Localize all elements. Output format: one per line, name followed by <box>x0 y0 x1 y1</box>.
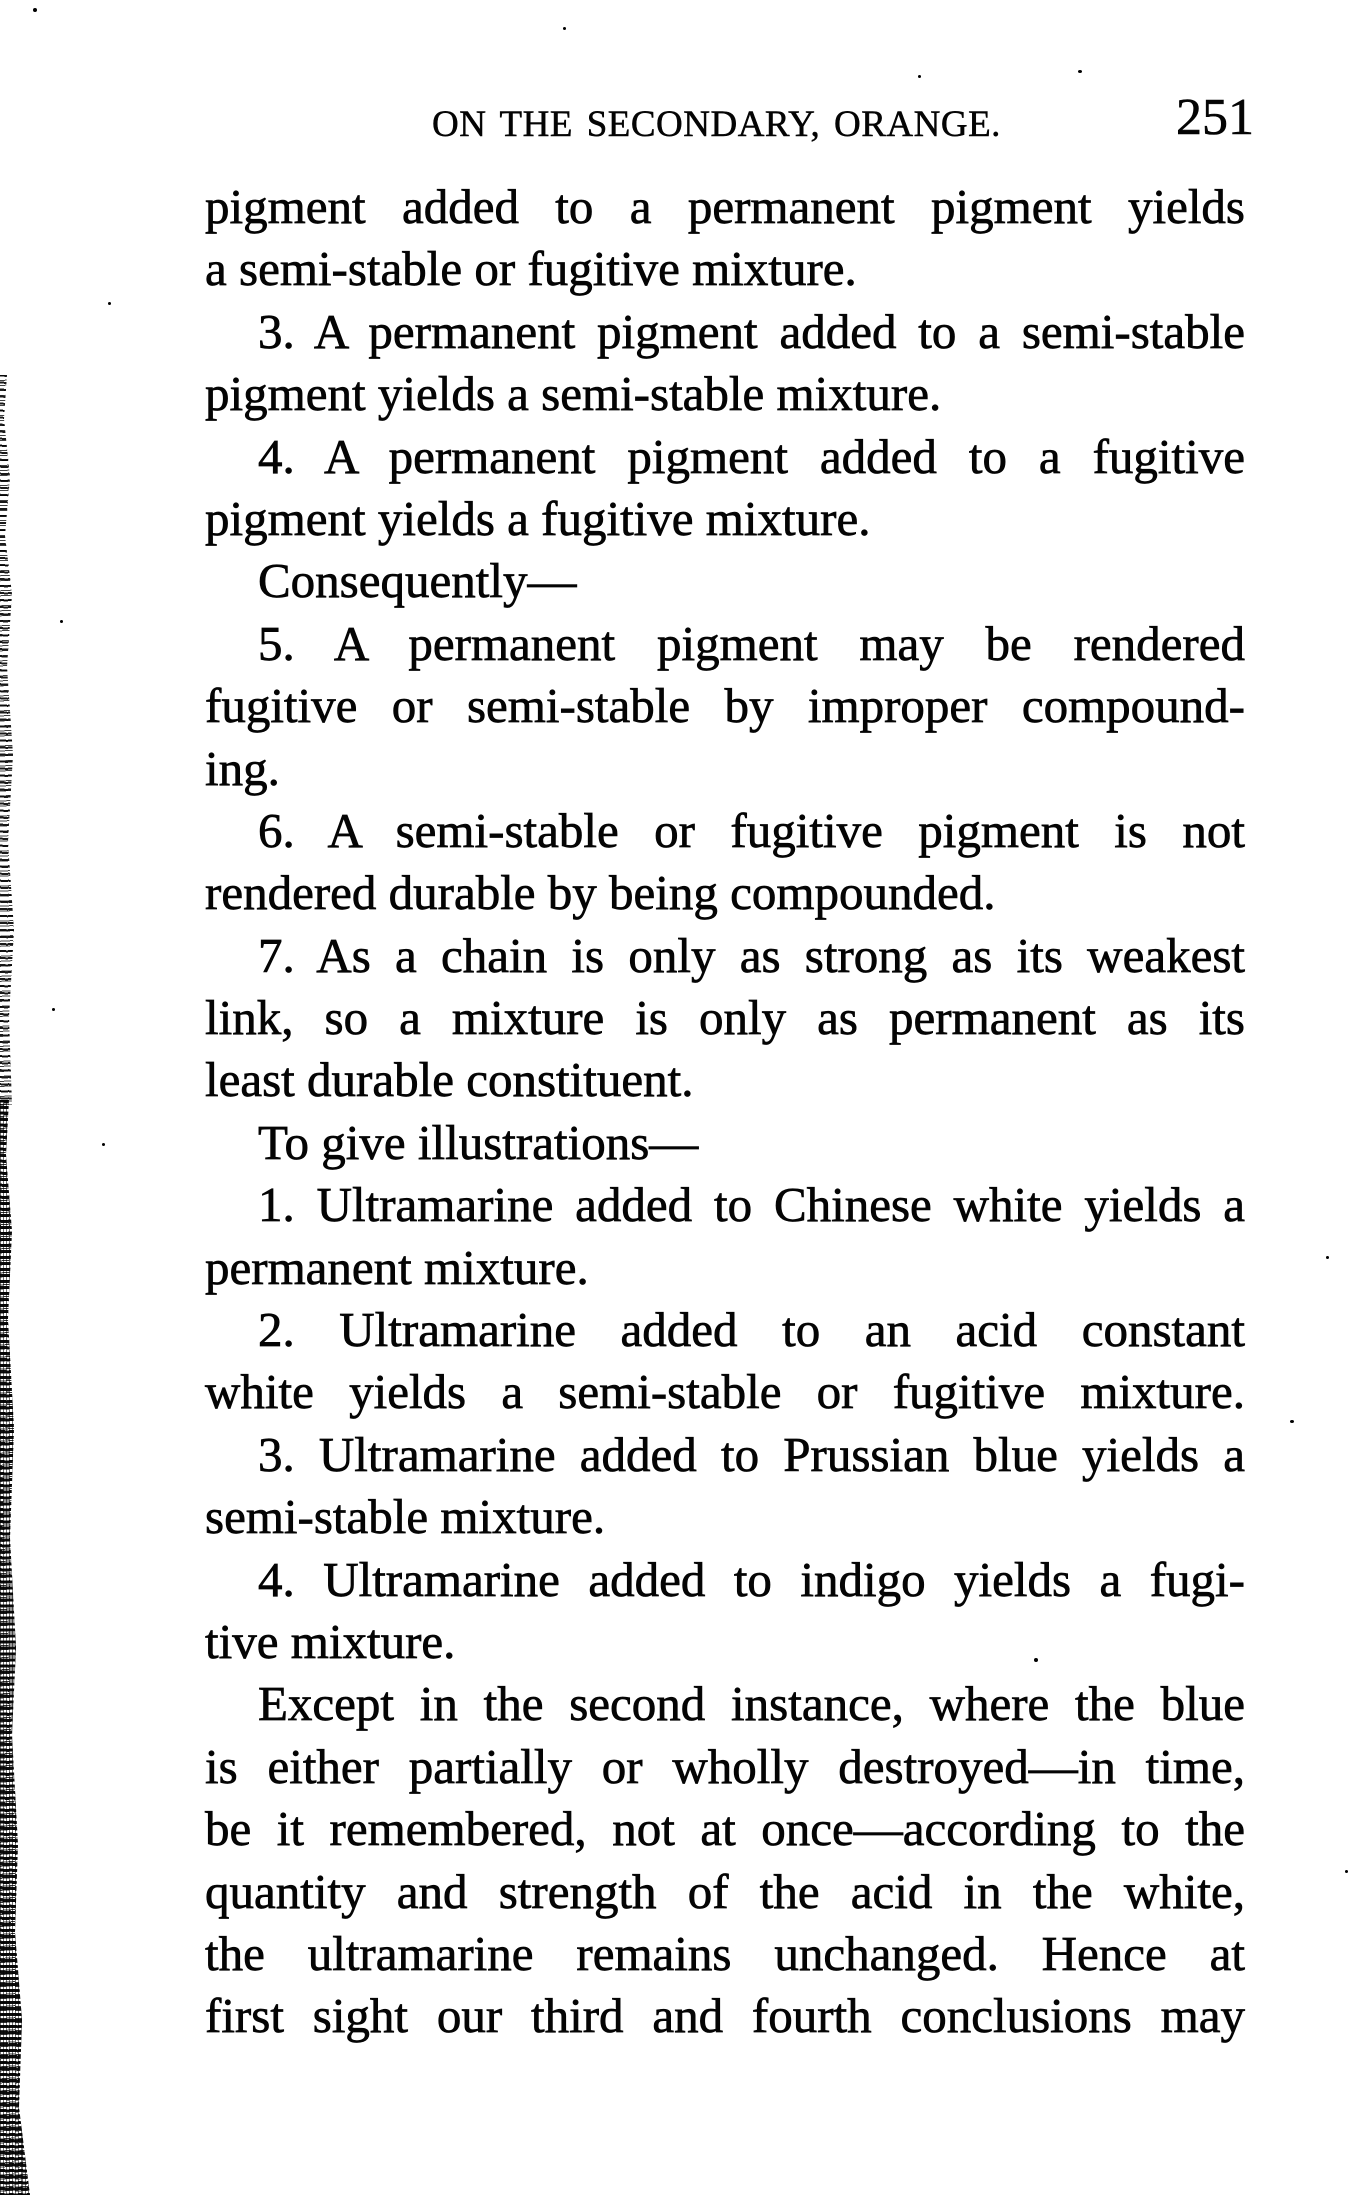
body-text <box>205 176 1245 2048</box>
text-line: fugitive or semi-stable by improper compound- <box>205 678 1245 734</box>
scan-speckle <box>1034 1658 1038 1662</box>
scan-speckle <box>108 302 111 305</box>
text-line: tive mixture. <box>205 1613 456 1669</box>
text-line: link, so a mixture is only as permanent as its <box>205 990 1245 1046</box>
running-title: ON THE SECONDARY, ORANGE. <box>432 104 1001 145</box>
text-line: is either partially or wholly destroyed—in time, <box>205 1738 1245 1794</box>
scan-speckle <box>33 8 37 12</box>
scan-speckle <box>60 620 63 623</box>
text-line: 4. Ultramarine added to indigo yields a fugi- <box>258 1551 1245 1607</box>
scan-speckle <box>1290 1420 1294 1423</box>
scan-speckle <box>563 27 566 30</box>
scan-speckle <box>102 1143 105 1146</box>
text-line: Except in the second instance, where the blue <box>258 1676 1245 1732</box>
text-line: rendered durable by being compounded. <box>205 865 996 921</box>
text-line: 6. A semi-stable or fugitive pigment is not <box>258 802 1245 858</box>
text-line: 7. As a chain is only as strong as its weakest <box>258 927 1245 983</box>
text-line: 3. A permanent pigment added to a semi-stable <box>258 303 1245 359</box>
text-line: pigment yields a fugitive mixture. <box>205 490 871 546</box>
text-line: white yields a semi-stable or fugitive mixture. <box>205 1364 1245 1420</box>
scan-speckle <box>1078 70 1082 73</box>
page-number: 251 <box>1176 89 1254 146</box>
text-line: be it remembered, not at once—according to the <box>205 1801 1245 1857</box>
text-line: 4. A permanent pigment added to a fugitive <box>258 428 1245 484</box>
scan-speckle <box>52 1008 55 1011</box>
scan-binding-noise <box>0 375 20 1105</box>
scan-speckle <box>918 75 921 78</box>
text-line: pigment yields a semi-stable mixture. <box>205 366 942 422</box>
text-line: least durable constituent. <box>205 1052 694 1108</box>
text-line: 3. Ultramarine added to Prussian blue yields a <box>258 1426 1245 1482</box>
scan-speckle <box>1326 1256 1329 1259</box>
text-line: To give illustrations— <box>258 1114 699 1170</box>
text-line: quantity and strength of the acid in the white, <box>205 1863 1245 1919</box>
text-line: first sight our third and fourth conclusions may <box>205 1988 1245 2044</box>
scan-speckle <box>1345 1870 1348 1873</box>
text-line: the ultramarine remains unchanged. Hence at <box>205 1925 1245 1981</box>
text-line: a semi-stable or fugitive mixture. <box>205 241 857 297</box>
text-line: pigment added to a permanent pigment yields <box>205 179 1245 234</box>
text-line: Consequently— <box>258 553 577 609</box>
text-line: 5. A permanent pigment may be rendered <box>258 615 1245 671</box>
text-line: ing. <box>205 740 280 796</box>
text-line: 1. Ultramarine added to Chinese white yields a <box>258 1177 1245 1233</box>
text-line: semi-stable mixture. <box>205 1489 606 1545</box>
text-line: 2. Ultramarine added to an acid constant <box>258 1302 1245 1358</box>
text-line: permanent mixture. <box>205 1239 589 1295</box>
scan-binding-noise <box>0 1100 34 2195</box>
